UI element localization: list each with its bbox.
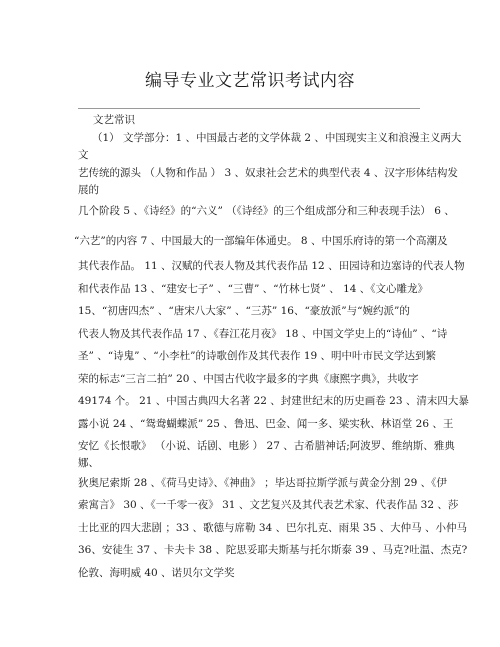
body-line: 49174 个。 21 、中国古典四大名著 22 、封建世纪末的历史画卷 23 、清末四大暴: [78, 395, 469, 407]
body-line: 艺传统的源头 （人物和作品 ） 3 、奴隶社会艺术的典型代表 4 、汉字形体结构发: [78, 167, 458, 179]
title-divider: [78, 108, 420, 109]
body-line: 狄奥尼索斯 28 、《荷马史诗》、《神曲》 ；毕达哥拉斯学派与黄金分割 29 、《伊: [78, 477, 447, 489]
body-line: 展的: [78, 184, 99, 196]
body-line: 代表人物及其代表作品 17 、《春江花月夜》 18 、中国文学史上的“诗仙” 、“诗: [78, 328, 448, 340]
body-line: “六艺”的内容 7 、中国最大的一部编年体通史。 8 、中国乐府诗的第一个高潮及: [74, 235, 448, 247]
section-heading: 文艺常识: [93, 114, 135, 126]
body-line: 和代表作品 13 、“建安七子” 、“三曹” 、“竹林七贤” 、 14 、《文心雕龙》: [78, 283, 429, 295]
body-line: 文: [78, 149, 89, 161]
document-title: 编导专业文艺常识考试内容: [145, 71, 355, 91]
body-line: 其代表作品。 11 、汉赋的代表人物及其代表作品 12 、田园诗和边塞诗的代表人物: [78, 260, 465, 272]
body-line: 露小说 24 、“鸳鸯蝴蝶派” 25 、鲁迅、巴金、闻一多、梁实秋、林语堂 26 、王: [78, 418, 454, 430]
body-line: 娜、: [78, 457, 99, 469]
body-line: 几个阶段 5 、《诗经》的“六义” （《诗经》的三个组成部分和三种表现手法） 6 、: [78, 205, 455, 217]
body-line: 索寓言》 30 、《一千零一夜》 31 、文艺复兴及其代表艺术家、代表作品 32 、莎: [78, 499, 459, 511]
body-line: 荣的标志“三言二拍” 20 、中国古代收字最多的字典《康熙字典》，共收字: [78, 373, 419, 385]
body-line: 伦敦、海明威 40 、诺贝尔文学奖: [78, 567, 235, 579]
body-line: 士比亚的四大悲剧 ；33 、歌德与席勒 34 、巴尔扎克、雨果 35 、大仲马 、小仲马: [78, 522, 467, 534]
body-line: 安忆《长恨歌》 （小说、话剧、电影 ） 27 、古希腊神话;阿波罗、维纳斯、雅典: [78, 440, 455, 452]
body-line: 圣” 、“诗鬼” 、“小李杜”的诗歌创作及其代表作 19 、明中叶市民文学达到繁: [78, 350, 437, 362]
body-line: 36、安徒生 37 、卡夫卡 38 、陀思妥耶夫斯基与托尔斯泰 39 、马克?吐温、杰克?: [78, 544, 468, 556]
body-line: 15、“初唐四杰” 、“唐宋八大家” 、“三苏” 16、“豪放派”与“婉约派”的: [78, 305, 410, 317]
body-line: （1） 文学部分：1 、中国最古老的文学体裁 2 、中国现实主义和浪漫主义两大: [92, 132, 462, 144]
